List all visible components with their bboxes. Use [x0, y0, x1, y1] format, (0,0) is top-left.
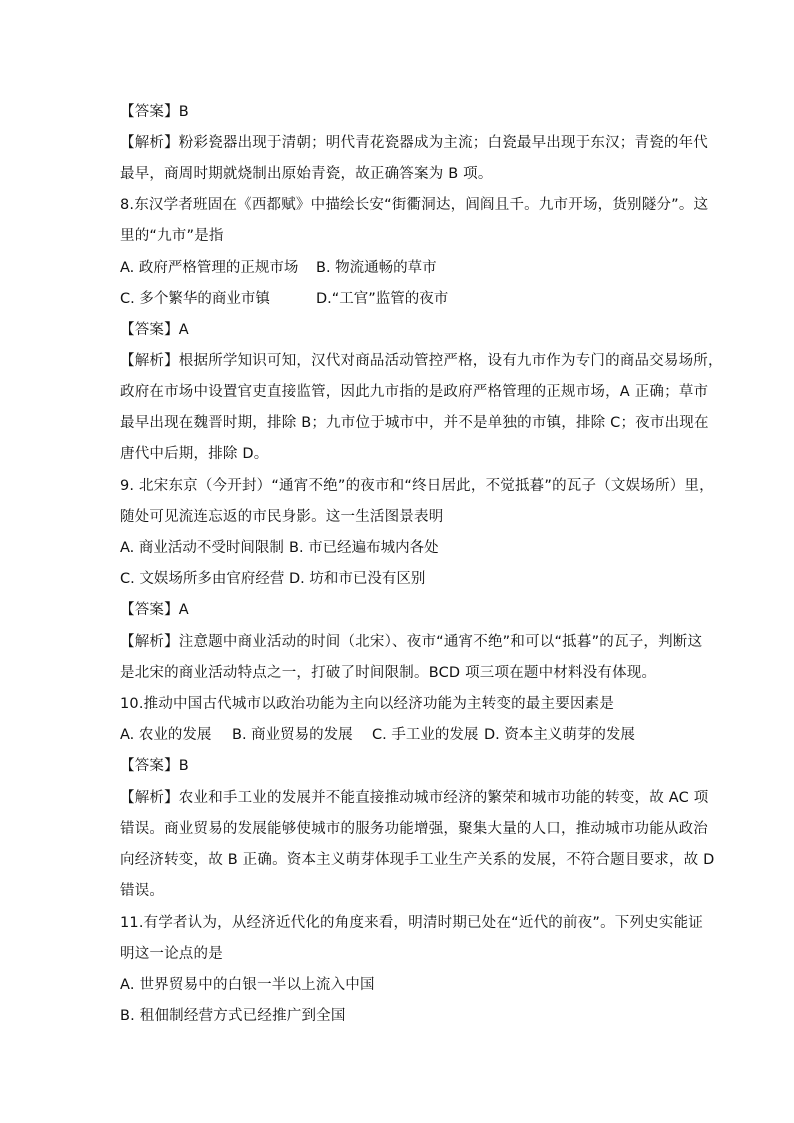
question-11-line2: 明这一论点的是 — [120, 946, 223, 962]
analysis-8-line3: 最早出现在魏晋时期，排除 B；九市位于城市中，并不是单独的市镇，排除 C；夜市出现在 — [120, 415, 709, 431]
q8-option-b: B. 物流通畅的草市 — [316, 260, 437, 276]
q8-option-a: A. 政府严格管理的正规市场 — [120, 260, 299, 276]
question-11-line1: 11.有学者认为，从经济近代化的角度来看，明清时期已处在“近代的前夜”。下列史实能证 — [120, 915, 703, 931]
q10-option-c: C. 手工业的发展 — [372, 727, 479, 743]
q11-option-b: B. 租佃制经营方式已经推广到全国 — [120, 1008, 346, 1024]
analysis-8-line2: 政府在市场中设置官吏直接监管，因此九市指的是政府严格管理的正规市场，A 正确；草市 — [120, 384, 709, 400]
q9-option-c: C. 文娱场所多由官府经营 — [120, 571, 285, 587]
analysis-9-line1: 【解析】注意题中商业活动的时间（北宋）、夜市“通宵不绝”和可以“抵暮”的瓦子，判断这 — [120, 634, 703, 650]
answer-7: 【答案】B — [120, 104, 189, 120]
q8-option-d: D.“工官”监管的夜市 — [316, 291, 449, 307]
analysis-10-line4: 错误。 — [120, 883, 165, 899]
question-9-line1: 9. 北宋东京（今开封）“通宵不绝”的夜市和“终日居此，不觉抵暮”的瓦子（文娱场所）里， — [120, 478, 714, 494]
answer-9: 【答案】A — [120, 602, 189, 618]
analysis-8-line1: 【解析】根据所学知识可知，汉代对商品活动管控严格，设有九市作为专门的商品交易场所， — [120, 353, 723, 369]
q11-option-a: A. 世界贸易中的白银一半以上流入中国 — [120, 977, 375, 993]
analysis-8-line4: 唐代中后期，排除 D。 — [120, 446, 269, 462]
q9-option-a: A. 商业活动不受时间限制 — [120, 540, 284, 556]
analysis-10-line3: 向经济转变，故 B 正确。资本主义萌芽体现手工业生产关系的发展，不符合题目要求，故 D — [120, 852, 715, 868]
answer-10: 【答案】B — [120, 758, 189, 774]
q9-option-b: B. 市已经遍布城内各处 — [289, 540, 439, 556]
q10-option-d: D. 资本主义萌芽的发展 — [484, 727, 635, 743]
analysis-10-line1: 【解析】农业和手工业的发展并不能直接推动城市经济的繁荣和城市功能的转变，故 AC 项 — [120, 790, 709, 806]
analysis-10-line2: 错误。商业贸易的发展能够使城市的服务功能增强，聚集大量的人口，推动城市功能从政治 — [120, 821, 708, 837]
analysis-9-line2: 是北宋的商业活动特点之一，打破了时间限制。BCD 项三项在题中材料没有体现。 — [120, 665, 657, 681]
answer-8: 【答案】A — [120, 322, 189, 338]
analysis-7-line1: 【解析】粉彩瓷器出现于清朝；明代青花瓷器成为主流；白瓷最早出现于东汉；青瓷的年代 — [120, 135, 708, 151]
question-8-line1: 8.东汉学者班固在《西都赋》中描绘长安“街衢洞达，闾阎且千。九市开场，货别隧分”。这 — [120, 197, 709, 213]
q9-option-d: D. 坊和市已没有区别 — [289, 571, 426, 587]
question-9-line2: 随处可见流连忘返的市民身影。这一生活图景表明 — [120, 509, 444, 525]
analysis-7-line2: 最早，商周时期就烧制出原始青瓷，故正确答案为 B 项。 — [120, 166, 493, 182]
question-10: 10.推动中国古代城市以政治功能为主向以经济功能为主转变的最主要因素是 — [120, 696, 615, 712]
q10-option-b: B. 商业贸易的发展 — [232, 727, 353, 743]
question-8-line2: 里的“九市”是指 — [120, 228, 224, 244]
q10-option-a: A. 农业的发展 — [120, 727, 212, 743]
q8-option-c: C. 多个繁华的商业市镇 — [120, 291, 270, 307]
